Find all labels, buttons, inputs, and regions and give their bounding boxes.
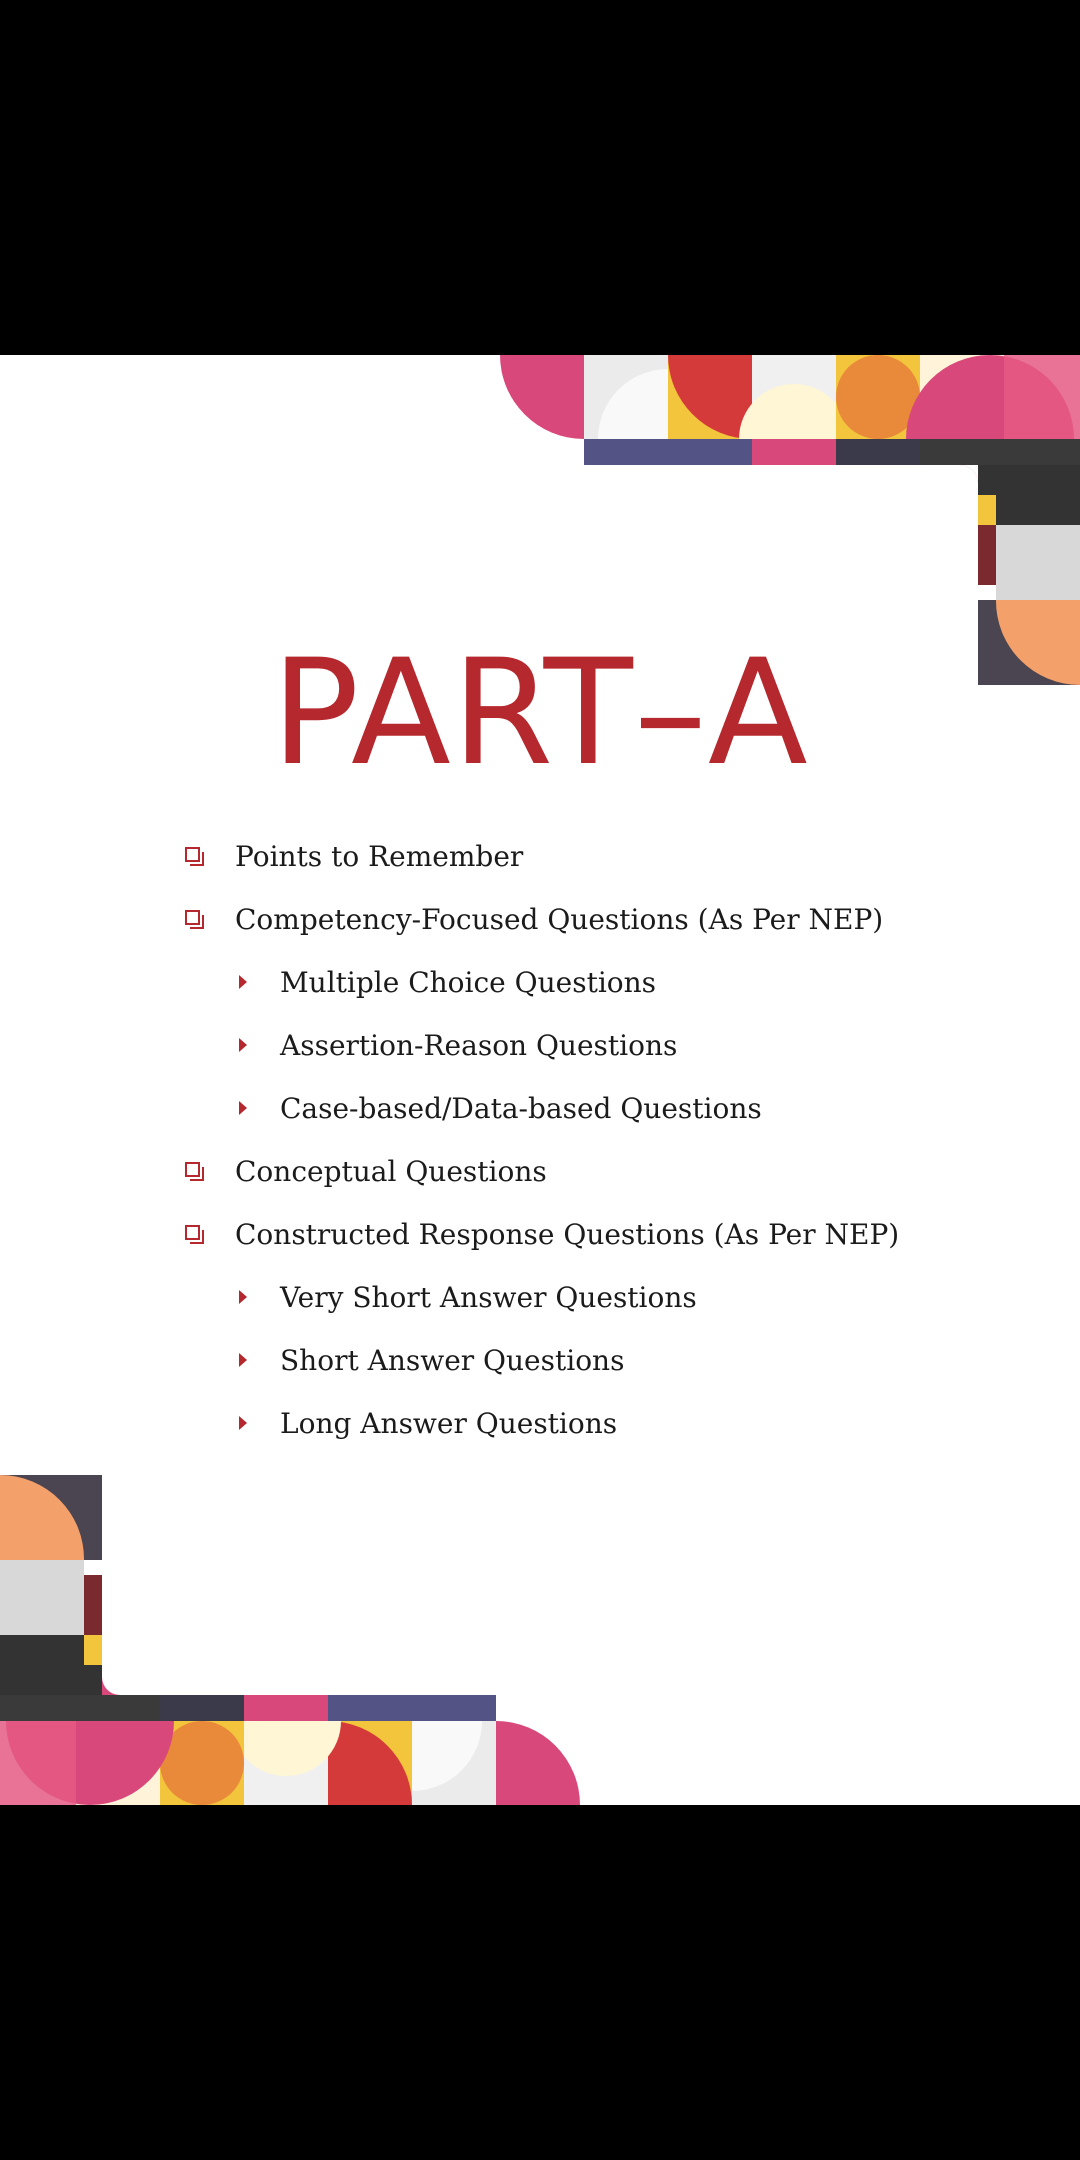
list-item-label: Assertion-Reason Questions [280,1029,678,1062]
list-item [0,825,1080,888]
document-page [0,355,1080,1805]
list-item-label: Constructed Response Questions (As Per NEP) [235,1218,900,1251]
list-item [0,1392,1080,1455]
list-item-label: Long Answer Questions [280,1407,618,1440]
list-item-label: Short Answer Questions [280,1344,625,1377]
triangle-bullet-icon [233,951,263,1014]
list-item-label: Case-based/Data-based Questions [280,1092,762,1125]
list-item [0,1014,1080,1077]
list-item-label: Multiple Choice Questions [280,966,657,999]
triangle-bullet-icon [233,1266,263,1329]
triangle-bullet-icon [233,1329,263,1392]
list-item [0,951,1080,1014]
list-item-label: Points to Remember [235,840,524,873]
triangle-bullet-icon [233,1077,263,1140]
square-bullet-icon [183,1140,213,1203]
list-item [0,1329,1080,1392]
square-bullet-icon [183,888,213,951]
list-item [0,1077,1080,1140]
list-item [0,1203,1080,1266]
list-item-label: Competency-Focused Questions (As Per NEP) [235,903,884,936]
geometric-corner-bottom-left [0,1475,580,1805]
list-item [0,888,1080,951]
triangle-bullet-icon [233,1014,263,1077]
list-item [0,1266,1080,1329]
list-item [0,1140,1080,1203]
contents-list [0,825,1080,1518]
list-item-label: Conceptual Questions [235,1155,547,1188]
page-title: PART–A [271,628,809,798]
triangle-bullet-icon [233,1392,263,1455]
square-bullet-icon [183,825,213,888]
list-item-label: Very Short Answer Questions [280,1281,697,1314]
square-bullet-icon [183,1203,213,1266]
